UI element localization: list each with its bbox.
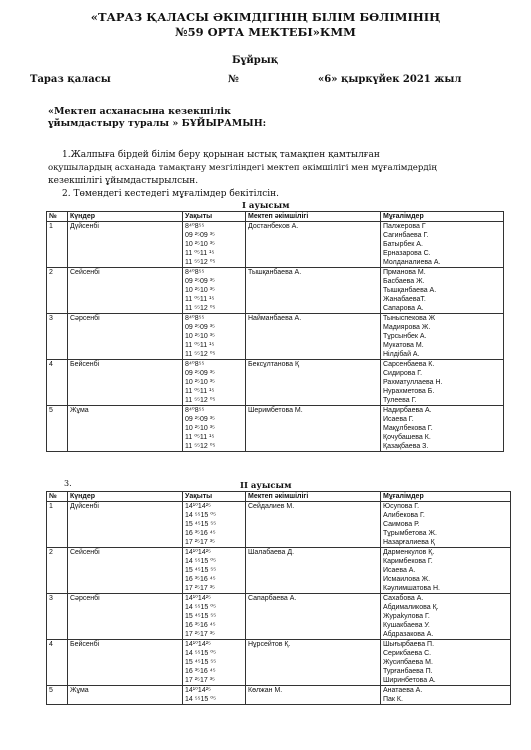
teacher-name: Серикбаева С. <box>383 650 432 657</box>
row-number: 2 <box>47 548 68 594</box>
column-header-num: № <box>47 212 68 222</box>
teacher-name: Нурахметова Б. <box>383 388 435 395</box>
row-day: Жұма <box>68 686 183 705</box>
teacher-name: Анатаева А. <box>383 687 423 694</box>
time-slot: 11 ⁰⁵11 ¹⁵ <box>185 434 215 441</box>
row-admin: Шалабаева Д. <box>246 548 381 594</box>
row-day: Дүйсенбі <box>68 222 183 268</box>
teacher-name: Молданалиева А. <box>383 259 441 266</box>
teacher-name: Тұрсынбек А. <box>383 333 427 340</box>
row-times <box>183 502 246 548</box>
time-slot: 11 ⁰⁵11 ¹⁵ <box>185 342 215 349</box>
paragraph1-line2: оқушылардың асханада тамақтану мезгіліндегі мектеп әкімшілігі мен мұғалімдердің <box>48 163 437 173</box>
row-admin: Нұрсейтов Қ. <box>246 640 381 686</box>
time-slot: 17 ²⁵17 ³⁵ <box>185 539 215 546</box>
row-number: 5 <box>47 406 68 452</box>
row-number: 1 <box>47 502 68 548</box>
table-row <box>47 502 511 548</box>
teacher-name: Надирбаева А. <box>383 407 432 414</box>
row-teachers <box>381 686 511 705</box>
column-header-num: № <box>47 492 68 502</box>
row-number: 5 <box>47 686 68 705</box>
teacher-name: Мукатова М. <box>383 342 424 349</box>
time-slot: 11 ⁵⁵12 ⁰⁵ <box>185 259 216 266</box>
row-times <box>183 548 246 594</box>
time-slot: 10 ²⁵10 ³⁵ <box>185 379 215 386</box>
row-number: 4 <box>47 360 68 406</box>
teacher-name: Саимова Р. <box>383 521 420 528</box>
time-slot: 16 ³⁵16 ⁴⁵ <box>185 530 216 537</box>
subject-line1: «Мектеп асханасына кезекшілік <box>48 106 232 117</box>
teacher-name: Жусипбаева М. <box>383 659 433 666</box>
teacher-name: Қочубашева К. <box>383 434 431 441</box>
row-times <box>183 406 246 452</box>
teacher-name: Қазақбаева З. <box>383 443 429 450</box>
time-slot: 09 ²⁵09 ³⁵ <box>185 324 215 331</box>
teacher-name: Палжерова Г <box>383 223 426 230</box>
table-row <box>47 360 504 406</box>
row-day: Сейсенбі <box>68 548 183 594</box>
column-header-days: Күндер <box>68 212 183 222</box>
row-admin: Бексұлтанова Қ <box>246 360 381 406</box>
document-type: Бұйрық <box>232 55 279 66</box>
paragraph1-line3: кезекшілігі ұйымдастырылсын. <box>48 176 199 186</box>
table-header-row <box>47 212 504 222</box>
time-slot: 14 ⁵⁵15 ⁰⁵ <box>185 696 216 703</box>
table-header-row <box>47 492 511 502</box>
teacher-name: Мақұлбекова Г. <box>383 425 433 432</box>
city-name: Тараз қаласы <box>30 74 111 85</box>
order-date <box>318 74 461 85</box>
teacher-name: Тұрымбетова Ж. <box>383 530 437 537</box>
row-number: 4 <box>47 640 68 686</box>
row-number: 1 <box>47 222 68 268</box>
table-row <box>47 548 511 594</box>
teacher-name: Сахабова А. <box>383 595 424 602</box>
teacher-name: Сидирова Г. <box>383 370 423 377</box>
teacher-name: Ерназарова С. <box>383 250 431 257</box>
time-slot: 10 ²⁵10 ³⁵ <box>185 425 215 432</box>
table-row <box>47 594 511 640</box>
teacher-name: Жураkулова Г. <box>383 613 430 620</box>
row-teachers <box>381 594 511 640</box>
teacher-name: Исаева Г. <box>383 416 414 423</box>
row-admin: Көлжан М. <box>246 686 381 705</box>
row-day: Сәрсенбі <box>68 314 183 360</box>
paragraph2: 2. Төмендегі кестедегі мұғалімдер бекітілсін. <box>62 189 279 199</box>
time-slot: 15 ⁴⁵15 ⁵⁵ <box>185 567 217 574</box>
school-header-line2: №59 ОРТА МЕКТЕБІ»КММ <box>175 25 356 39</box>
row-teachers <box>381 268 504 314</box>
time-slot: 14¹⁰14²⁵ <box>185 595 211 602</box>
teacher-name: Исаева А. <box>383 567 416 574</box>
row-admin: Достанбеков А. <box>246 222 381 268</box>
time-slot: 09 ²⁵09 ³⁵ <box>185 370 215 377</box>
school-header-line1: «ТАРАЗ ҚАЛАСЫ ӘКІМДІГІНІҢ БІЛІМ БӨЛІМІНІҢ <box>90 10 441 24</box>
column-header-teachers: Мұғалімдер <box>381 492 511 502</box>
time-slot: 15 ⁴⁵15 ⁵⁵ <box>185 521 217 528</box>
time-slot: 8⁴⁰8⁵⁵ <box>185 269 205 276</box>
time-slot: 11 ⁵⁵12 ⁰⁵ <box>185 397 216 404</box>
order-date-rest: қыркүйек 2021 жыл <box>340 74 462 85</box>
teacher-name: ЖанабаеваТ. <box>383 296 426 303</box>
row-teachers <box>381 406 504 452</box>
time-slot: 17 ²⁵17 ³⁵ <box>185 631 215 638</box>
teacher-name: Батырбек А. <box>383 241 423 248</box>
time-slot: 8⁴⁰8⁵⁵ <box>185 223 205 230</box>
row-number: 3 <box>47 594 68 640</box>
time-slot: 09 ²⁵09 ³⁵ <box>185 278 215 285</box>
row-admin: Шеримбетова М. <box>246 406 381 452</box>
teacher-name: Прманова М. <box>383 269 426 276</box>
row-times <box>183 314 246 360</box>
teacher-name: Абдималикова Қ. <box>383 604 439 611</box>
row-day: Сейсенбі <box>68 268 183 314</box>
time-slot: 15 ⁴⁵15 ⁵⁵ <box>185 613 217 620</box>
teacher-name: Дарменкулов Қ. <box>383 549 435 556</box>
time-slot: 11 ⁵⁵12 ⁰⁵ <box>185 305 216 312</box>
table-row <box>47 686 511 705</box>
paragraph1-line1: 1.Жалпыға бірдей білім беру қорынан ыстық тамақпен қамтылған <box>62 150 380 160</box>
row-times <box>183 686 246 705</box>
teacher-name: Кәулимшатова Н. <box>383 585 440 592</box>
row-teachers <box>381 502 511 548</box>
shift2-table <box>46 491 511 705</box>
order-number-label: № <box>228 74 239 85</box>
time-slot: 11 ⁵⁵12 ⁰⁵ <box>185 443 216 450</box>
row-admin: Сейдалиев М. <box>246 502 381 548</box>
row-day: Бейсенбі <box>68 360 183 406</box>
shift1-title: I ауысым <box>242 201 290 211</box>
time-slot: 10 ²⁵10 ³⁵ <box>185 241 215 248</box>
column-header-times: Уақыты <box>183 492 246 502</box>
time-slot: 17 ²⁵17 ³⁵ <box>185 677 215 684</box>
time-slot: 14¹⁰14²⁵ <box>185 549 211 556</box>
row-number: 2 <box>47 268 68 314</box>
teacher-name: Каримбекова Г. <box>383 558 433 565</box>
shift2-title: II ауысым <box>240 481 292 491</box>
row-day: Сәрсенбі <box>68 594 183 640</box>
time-slot: 14 ⁵⁵15 ⁰⁵ <box>185 512 216 519</box>
table-row <box>47 314 504 360</box>
teacher-name: Исмаилова Ж. <box>383 576 431 583</box>
teacher-name: Сапарова А. <box>383 305 424 312</box>
row-admin: Тышқанбаева А. <box>246 268 381 314</box>
time-slot: 17 ²⁵17 ³⁵ <box>185 585 215 592</box>
row-teachers <box>381 314 504 360</box>
time-slot: 16 ³⁵16 ⁴⁵ <box>185 576 216 583</box>
time-slot: 16 ³⁵16 ⁴⁵ <box>185 622 216 629</box>
time-slot: 09 ²⁵09 ³⁵ <box>185 232 215 239</box>
order-subject <box>48 106 266 130</box>
table-row <box>47 406 504 452</box>
column-header-days: Күндер <box>68 492 183 502</box>
subject-line2: ұйымдастыру туралы » БҰЙЫРАМЫН: <box>48 118 267 129</box>
teacher-name: Сагинбаева Г. <box>383 232 429 239</box>
time-slot: 8⁴⁰8⁵⁵ <box>185 407 205 414</box>
time-slot: 8⁴⁰8⁵⁵ <box>185 361 205 368</box>
time-slot: 15 ⁴⁵15 ⁵⁵ <box>185 659 217 666</box>
teacher-name: Тыныспекова Ж <box>383 315 436 322</box>
row-day: Жұма <box>68 406 183 452</box>
table-row <box>47 640 511 686</box>
teacher-name: Сарсенбаева К. <box>383 361 435 368</box>
teacher-name: Кушакбаева У. <box>383 622 430 629</box>
teacher-name: Юсупова Г. <box>383 503 420 510</box>
column-header-teachers: Мұғалімдер <box>381 212 504 222</box>
order-date-day: «6» <box>318 74 338 85</box>
teacher-name: Тышқанбаева А. <box>383 287 437 294</box>
time-slot: 09 ²⁵09 ³⁵ <box>185 416 215 423</box>
teacher-name: Нілдібай А. <box>383 351 420 358</box>
column-header-admin: Мектеп әкімшілігі <box>246 212 381 222</box>
time-slot: 14¹⁰14²⁵ <box>185 641 211 648</box>
row-admin: Сапарбаева А. <box>246 594 381 640</box>
row-times <box>183 360 246 406</box>
row-teachers <box>381 548 511 594</box>
column-header-admin: Мектеп әкімшілігі <box>246 492 381 502</box>
shift1-table <box>46 211 504 452</box>
time-slot: 10 ²⁵10 ³⁵ <box>185 287 215 294</box>
teacher-name: Шығырбаева П. <box>383 641 435 648</box>
teacher-name: Абдразакова А. <box>383 631 434 638</box>
row-times <box>183 594 246 640</box>
row-times <box>183 640 246 686</box>
teacher-name: Басбаева Ж. <box>383 278 425 285</box>
teacher-name: Мадиярова Ж. <box>383 324 431 331</box>
teacher-name: Рахматуллаева Н. <box>383 379 443 386</box>
row-teachers <box>381 640 511 686</box>
teacher-name: Назарғалиева Қ <box>383 539 435 546</box>
time-slot: 14 ⁵⁵15 ⁰⁵ <box>185 558 216 565</box>
time-slot: 11 ⁰⁵11 ¹⁵ <box>185 388 215 395</box>
table-row <box>47 222 504 268</box>
time-slot: 16 ³⁵16 ⁴⁵ <box>185 668 216 675</box>
column-header-times: Уақыты <box>183 212 246 222</box>
row-day: Бейсенбі <box>68 640 183 686</box>
row-times <box>183 222 246 268</box>
teacher-name: Тулеева Г. <box>383 397 417 404</box>
row-teachers <box>381 222 504 268</box>
teacher-name: Алибекова Г. <box>383 512 425 519</box>
row-teachers <box>381 360 504 406</box>
time-slot: 11 ⁵⁵12 ⁰⁵ <box>185 351 216 358</box>
time-slot: 11 ⁰⁵11 ¹⁵ <box>185 296 215 303</box>
row-admin: Найманбаева А. <box>246 314 381 360</box>
table-row <box>47 268 504 314</box>
time-slot: 10 ²⁵10 ³⁵ <box>185 333 215 340</box>
item3-label: 3. <box>64 479 72 488</box>
row-number: 3 <box>47 314 68 360</box>
row-day: Дүйсенбі <box>68 502 183 548</box>
time-slot: 14¹⁰14²⁵ <box>185 687 211 694</box>
time-slot: 8⁴⁰8⁵⁵ <box>185 315 205 322</box>
time-slot: 14 ⁵⁵15 ⁰⁵ <box>185 604 216 611</box>
time-slot: 14 ⁵⁵15 ⁰⁵ <box>185 650 216 657</box>
teacher-name: Турғанбаева П. <box>383 668 433 675</box>
teacher-name: Пак К. <box>383 696 403 703</box>
time-slot: 11 ⁰⁵11 ¹⁵ <box>185 250 215 257</box>
row-times <box>183 268 246 314</box>
teacher-name: Ширинбетова А. <box>383 677 436 684</box>
time-slot: 14¹⁰14²⁵ <box>185 503 211 510</box>
